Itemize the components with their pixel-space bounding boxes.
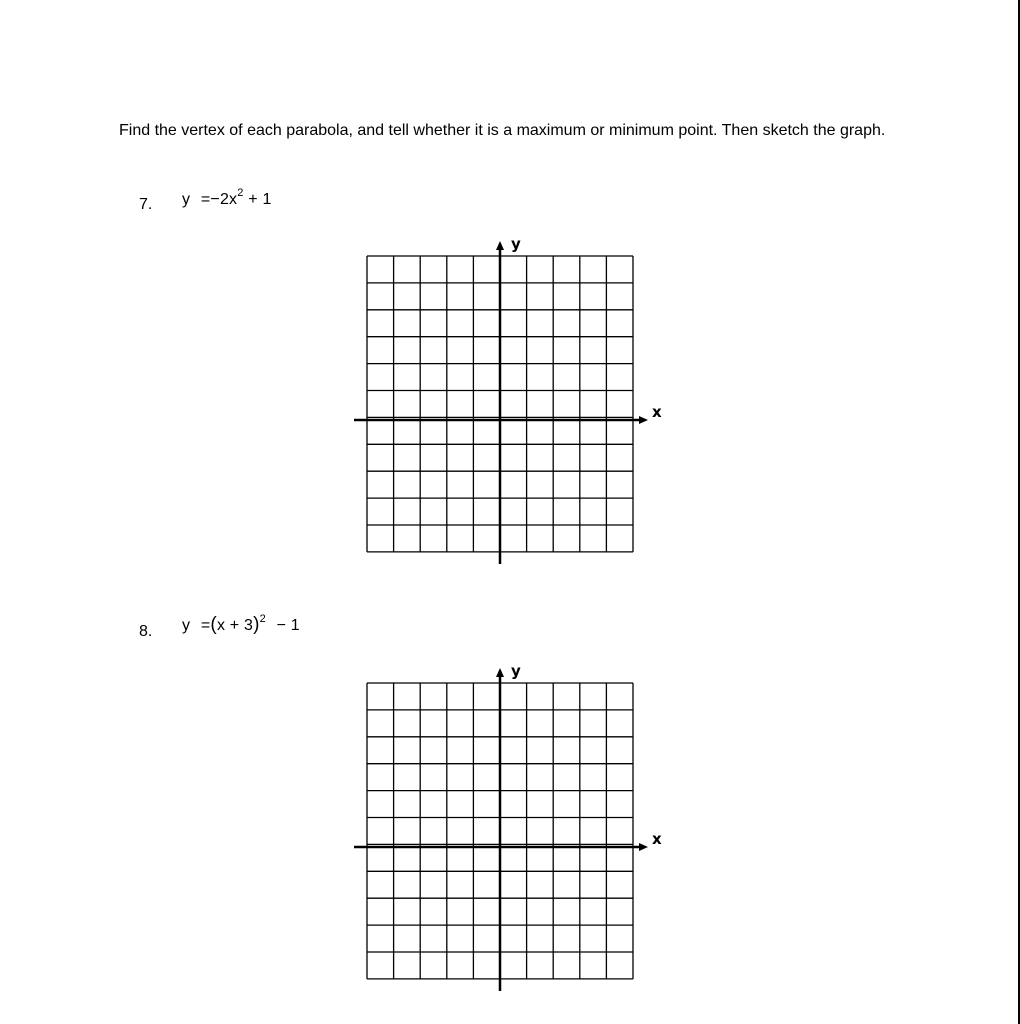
eq8-exponent: 2 bbox=[259, 612, 266, 625]
x-axis-label-7: x bbox=[652, 403, 662, 421]
eq7-lhs: y bbox=[182, 191, 191, 208]
eq8-open-paren: ( bbox=[210, 614, 217, 635]
y-axis-arrow-7 bbox=[496, 241, 504, 250]
coordinate-grid-7 bbox=[350, 232, 670, 572]
eq7-exponent: 2 bbox=[237, 186, 244, 199]
problem-8-equation bbox=[182, 614, 300, 636]
y-axis-arrow-8 bbox=[496, 668, 504, 677]
eq7-equals: = bbox=[200, 191, 211, 208]
eq8-close-paren: ) bbox=[253, 614, 260, 635]
x-axis-label-8: x bbox=[652, 830, 662, 848]
problem-7-number: 7. bbox=[139, 196, 153, 213]
eq8-equals: = bbox=[200, 617, 211, 634]
eq8-inner: x + 3 bbox=[216, 617, 254, 634]
y-axis-label-7: y bbox=[511, 235, 521, 253]
x-axis-arrow-7 bbox=[639, 416, 648, 424]
y-axis-label-8: y bbox=[511, 662, 521, 680]
eq8-lhs: y bbox=[182, 617, 191, 634]
eq7-constant: + 1 bbox=[248, 191, 272, 208]
problem-7-equation bbox=[182, 186, 272, 209]
eq7-coefficient: 2x bbox=[219, 191, 238, 208]
x-axis-arrow-8 bbox=[639, 843, 648, 851]
coordinate-grid-8 bbox=[350, 659, 670, 999]
problem-8-number: 8. bbox=[139, 623, 153, 640]
instructions-text: Find the vertex of each parabola, and tell whether it is a maximum or minimum point. Then sketch the graph. bbox=[119, 122, 886, 139]
eq7-minus: − bbox=[210, 191, 220, 208]
eq8-constant: − 1 bbox=[276, 617, 300, 634]
